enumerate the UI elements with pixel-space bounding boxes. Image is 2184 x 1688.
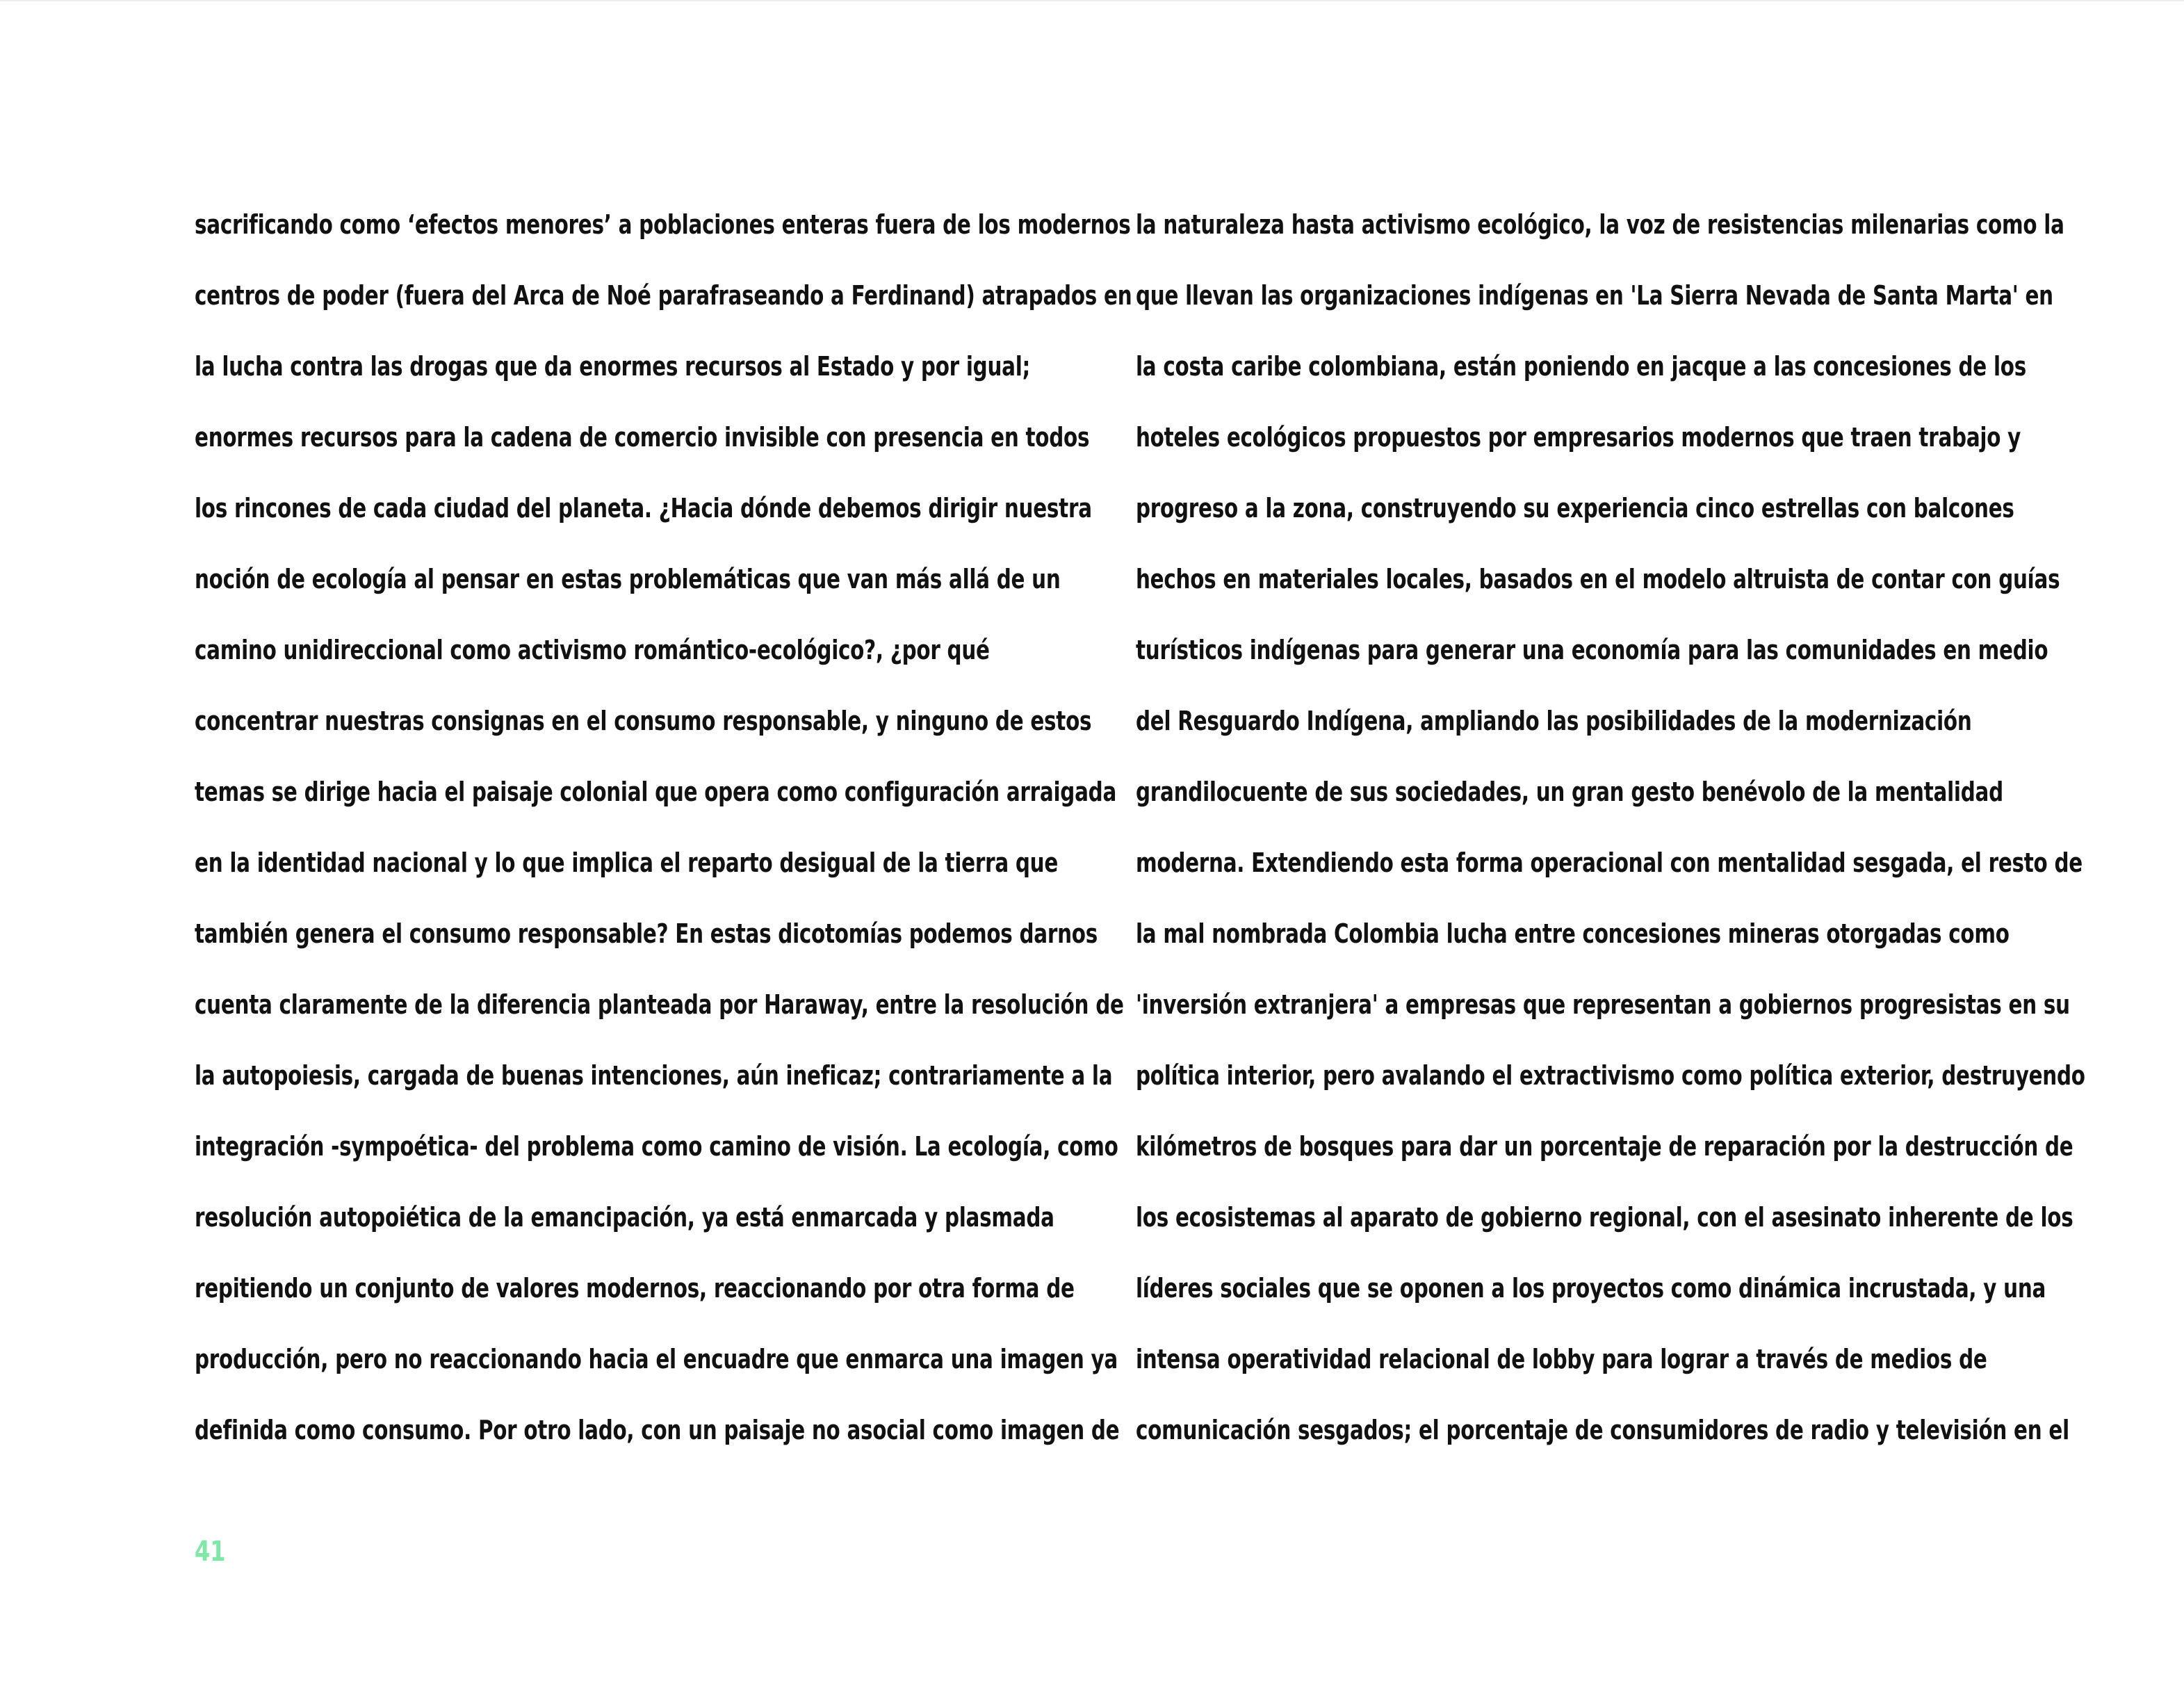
text-line: los ecosistemas al aparato de gobierno regional, con el asesinato inherente de los	[1136, 1202, 2073, 1233]
text-line: líderes sociales que se oponen a los proyectos como dinámica incrustada, y una	[1136, 1273, 2046, 1304]
text-line: los rincones de cada ciudad del planeta. ¿Hacia dónde debemos dirigir nuestra	[195, 493, 1092, 524]
text-line: también genera el consumo responsable? En estas dicotomías podemos darnos	[195, 918, 1098, 949]
page-number: 41	[195, 1536, 226, 1568]
text-line: la naturaleza hasta activismo ecológico, la voz de resistencias milenarias como la	[1136, 209, 2064, 240]
text-line: producción, pero no reaccionando hacia el encuadre que enmarca una imagen ya	[195, 1344, 1118, 1374]
text-line: 'inversión extranjera' a empresas que representan a gobiernos progresistas en su	[1136, 989, 2070, 1020]
text-line: comunicación sesgados; el porcentaje de consumidores de radio y televisión en el	[1136, 1415, 2069, 1445]
text-line: progreso a la zona, construyendo su experiencia cinco estrellas con balcones	[1136, 493, 2014, 524]
text-line: kilómetros de bosques para dar un porcentaje de reparación por la destrucción de	[1136, 1131, 2073, 1162]
text-line: en la identidad nacional y lo que implica el reparto desigual de la tierra que	[195, 847, 1059, 878]
text-line: política interior, pero avalando el extractivismo como política exterior, destruyendo	[1136, 1060, 2085, 1091]
text-line: hoteles ecológicos propuestos por empresarios modernos que traen trabajo y	[1136, 422, 2021, 453]
text-line: repitiendo un conjunto de valores modernos, reaccionando por otra forma de	[195, 1273, 1075, 1304]
text-line: hechos en materiales locales, basados en el modelo altruista de contar con guías	[1136, 564, 2060, 594]
text-line: del Resguardo Indígena, ampliando las posibilidades de la modernización	[1136, 706, 1972, 736]
text-line: cuenta claramente de la diferencia planteada por Haraway, entre la resolución de	[195, 989, 1124, 1020]
text-line: moderna. Extendiendo esta forma operacional con mentalidad sesgada, el resto de	[1136, 847, 2083, 878]
text-line: la costa caribe colombiana, están poniendo en jacque a las concesiones de los	[1136, 351, 2026, 382]
text-line: resolución autopoiética de la emancipación, ya está enmarcada y plasmada	[195, 1202, 1054, 1233]
text-line: turísticos indígenas para generar una economía para las comunidades en medio	[1136, 635, 2048, 665]
text-line: concentrar nuestras consignas en el consumo responsable, y ninguno de estos	[195, 706, 1092, 736]
text-line: grandilocuente de sus sociedades, un gran gesto benévolo de la mentalidad	[1136, 777, 2003, 807]
text-line: la autopoiesis, cargada de buenas intenciones, aún ineficaz; contrariamente a la	[195, 1060, 1113, 1091]
text-line: temas se dirige hacia el paisaje colonial que opera como configuración arraigada	[195, 777, 1117, 807]
text-line: la lucha contra las drogas que da enormes recursos al Estado y por igual;	[195, 351, 1031, 382]
text-line: que llevan las organizaciones indígenas en 'La Sierra Nevada de Santa Marta' en	[1136, 280, 2053, 311]
text-line: centros de poder (fuera del Arca de Noé parafraseando a Ferdinand) atrapados en	[195, 280, 1132, 311]
text-line: noción de ecología al pensar en estas problemáticas que van más allá de un	[195, 564, 1061, 594]
text-line: enormes recursos para la cadena de comercio invisible con presencia en todos	[195, 422, 1090, 453]
text-line: camino unidireccional como activismo romántico-ecológico?, ¿por qué	[195, 635, 990, 665]
text-line: definida como consumo. Por otro lado, con un paisaje no asocial como imagen de	[195, 1415, 1120, 1445]
left-text-column	[195, 189, 1132, 1466]
text-line: sacrificando como ‘efectos menores’ a poblaciones enteras fuera de los modernos	[195, 209, 1131, 240]
text-line: integración -sympoética- del problema como camino de visión. La ecología, como	[195, 1131, 1118, 1162]
text-line: la mal nombrada Colombia lucha entre concesiones mineras otorgadas como	[1136, 918, 2010, 949]
right-text-column	[1136, 189, 2085, 1466]
text-line: intensa operatividad relacional de lobby para lograr a través de medios de	[1136, 1344, 1987, 1374]
